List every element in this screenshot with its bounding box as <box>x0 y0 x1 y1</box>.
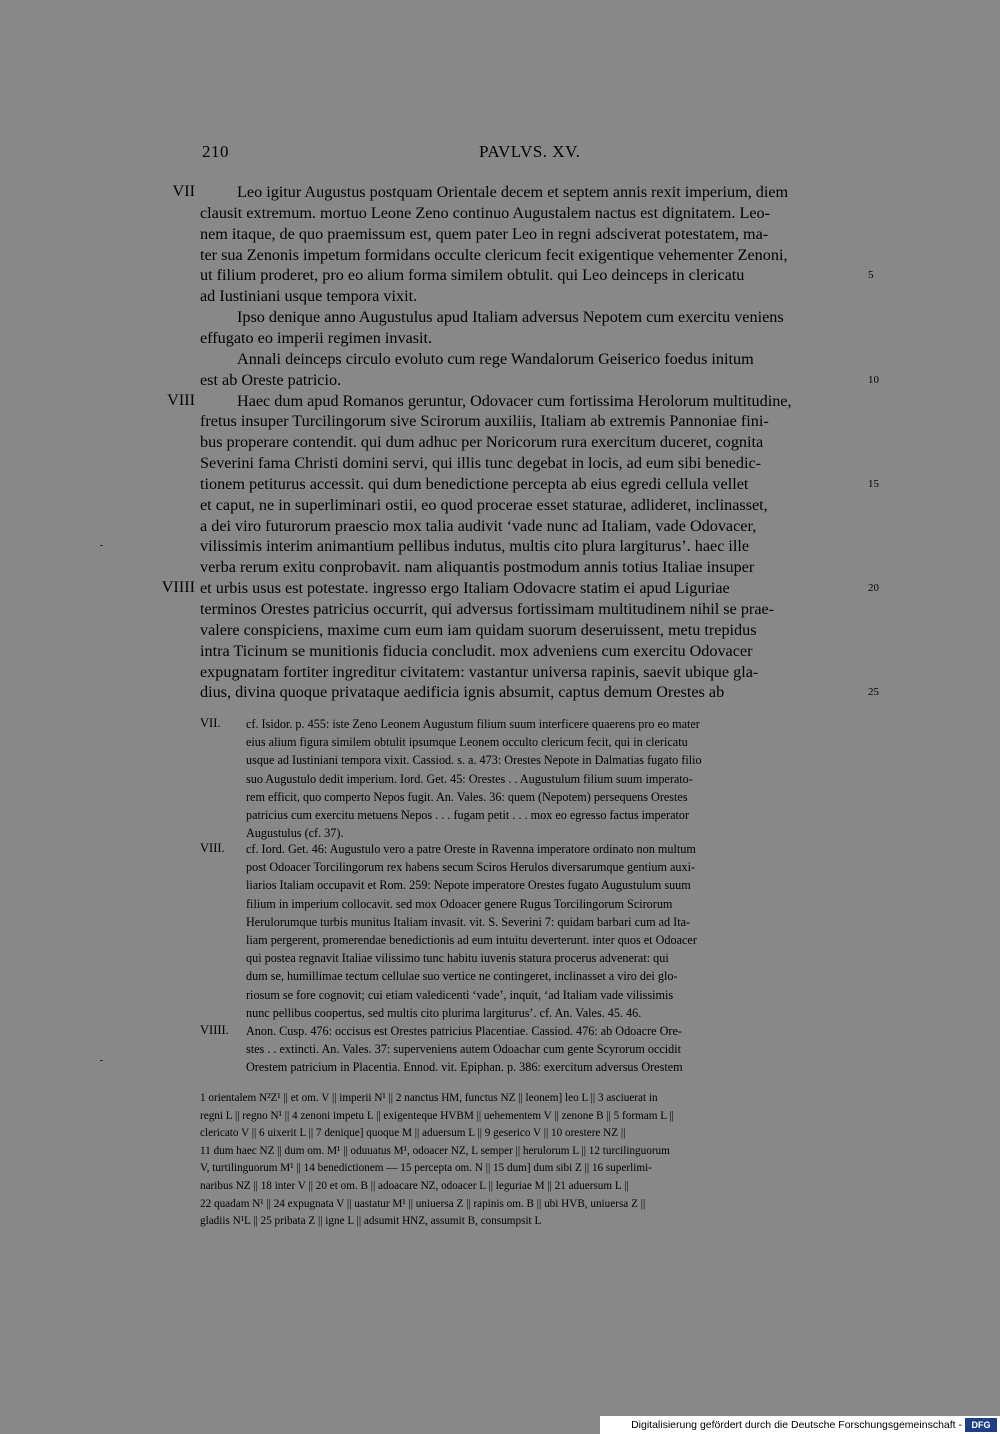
source-line: cf. Isidor. p. 455: iste Zeno Leonem Augustum filium suum interficere quaerens pro eo mater <box>246 717 700 731</box>
source-label: VIII. <box>200 841 225 855</box>
text-line: tionem petiturus accessit. qui dum benedictione percepta ab eius egredi cellula vellet <box>200 474 749 493</box>
dfg-logo: DFG <box>965 1418 997 1432</box>
source-line: qui postea regnavit Italiae vilissimo tunc habitu iuvenis statura procerus advenerat: qui <box>246 951 669 966</box>
source-line: suo Augustulo dedit imperium. Iord. Get. 45: Orestes . . Augustulum filium suum imperato- <box>246 771 693 786</box>
text-line: terminos Orestes patricius occurrit, qui adversus fortissimam multitudinem nihil se prae- <box>200 600 775 618</box>
text-line: Ipso denique anno Augustulus apud Italiam adversus Nepotem cum exercitu veniens <box>237 308 784 327</box>
section-number: VIIII <box>161 578 195 597</box>
text-line: expugnatam fortiter ingreditur civitatem: vastantur universa rapinis, saevit ubique gla- <box>200 662 759 681</box>
source-line: Herulorumque turbis munitus Italiam invasit. vit. S. Severini 7: quidam barbari cum ad Ita- <box>246 914 691 929</box>
source-line: liam pergerent, promerendae benedictionis ad eum intuitu deverterunt. inter quos et Odoacer <box>246 933 697 947</box>
margin-mark <box>100 1060 103 1061</box>
source-line: Anon. Cusp. 476: occisus est Orestes patricius Placentiae. Cassiod. 476: ab Odoacre Ore- <box>246 1024 682 1038</box>
text-line: verba rerum exitu conprobavit. nam aliquantis postmodum annis totius Italiae insuper <box>200 558 755 577</box>
source-line: post Odoacer Torcilingorum rex habens secum Sciros Herulos diversarumque gentium auxi- <box>246 860 696 875</box>
text-line: et urbis usus est potestate. ingresso ergo Italiam Odovacre statim ei apud Liguriae <box>200 579 730 598</box>
text-line: est ab Oreste patricio. <box>200 370 342 389</box>
line-number: 15 <box>868 477 879 490</box>
text-line: Haec dum apud Romanos geruntur, Odovacer cum fortissima Herolorum multitudine, <box>237 391 792 410</box>
section-number: VIII <box>167 390 195 409</box>
margin-mark <box>100 545 103 546</box>
text-line: fretus insuper Turcilingorum sive Scirorum auxiliis, Italiam ab extremis Pannoniae fini- <box>200 412 769 431</box>
text-line: ut filium proderet, pro eo alium forma similem obtulit. qui Leo deinceps in clericatu <box>200 266 745 285</box>
source-label: VIIII. <box>200 1023 229 1037</box>
source-line: dum se, humillimae tectum cellulae suo vertice ne contingeret, inclinasset a viro dei glo- <box>246 969 678 984</box>
source-line: rem efficit, quo comperto Nepos fugit. An. Vales. 36: quem (Nepotem) persequens Orestes <box>246 789 688 804</box>
source-line: filium in imperium collocavit. sed mox Odoacer genere Rugus Torcilingorum Scirorum <box>246 896 673 911</box>
text-line: intra Ticinum se munitionis fiducia concludit. mox adveniens cum exercitu Odovacer <box>200 641 753 660</box>
text-line: dius, divina quoque privataque aedificia ignis absumit, captus demum Orestes ab <box>200 683 725 702</box>
source-line: Orestem patricium in Placentia. Ennod. vit. Epiphan. p. 386: exercitum adversus Orestem <box>246 1060 683 1075</box>
footer-credit: Digitalisierung gefördert durch die Deutsche Forschungsgemeinschaft - <box>631 1419 962 1431</box>
text-line: ad Iustiniani usque tempora vixit. <box>200 287 418 306</box>
apparatus-line: 22 quadam N¹ || 24 expugnata V || uastatur M¹ || uniuersa Z || rapinis om. B || ubi HVB, uniuersa Z || <box>200 1197 646 1210</box>
apparatus-line: regni L || regno N¹ || 4 zenoni impetu L || exigenteque HVBM || uehementem V || zenone B || 5 formam L || <box>200 1109 674 1122</box>
line-number: 20 <box>868 582 879 595</box>
text-line: a dei viro futurorum praescio mox talia audivit ‘vade nunc ad Italiam, vade Odovacer, <box>200 516 757 535</box>
source-line: patricius cum exercitu metuens Nepos . . . fugam petit . . . mox eo egresso factus imperator <box>246 808 690 822</box>
source-line: riosum se fore cognovit; cui etiam valedicenti ‘vade’, inquit, ‘ad Italiam vade vilissimis <box>246 987 674 1002</box>
apparatus-line: gladiis N¹L || 25 pribata Z || igne L || adsumit HNZ, assumit B, consumpsit L <box>200 1215 542 1228</box>
source-line: liarios Italiam occupavit et Rom. 259: Nepote imperatore Orestes fugato Augustulum suum <box>246 878 691 893</box>
source-label: VII. <box>200 716 221 730</box>
source-line: Augustulus (cf. 37). <box>246 826 344 841</box>
section-number: VII <box>172 182 195 200</box>
text-line: Leo igitur Augustus postquam Orientale decem et septem annis rexit imperium, diem <box>237 183 789 201</box>
apparatus-line: V, turtilinguorum M¹ || 14 benedictionem — 15 percepta om. N || 15 dum] dum sibi Z || 16 superlimi- <box>200 1162 652 1175</box>
text-line: Severini fama Christi domini servi, qui illis tunc degebat in locis, ad eum sibi benedic- <box>200 454 762 473</box>
text-line: vilissimis interim animantium pellibus indutus, multis cito plura largiturus’. haec ille <box>200 537 750 556</box>
text-line: effugato eo imperii regimen invasit. <box>200 328 433 347</box>
apparatus-line: 11 dum haec NZ || dum om. M¹ || oduuatus M¹, odoacer NZ, L semper || herulorum L || 12 turcilinguorum <box>200 1144 670 1157</box>
source-line: usque ad Iustiniani tempora vixit. Cassiod. s. a. 473: Orestes Nepote in Dalmatias fugato filio <box>246 753 702 768</box>
running-title: PAVLVS. XV. <box>479 142 581 161</box>
text-line: Annali deinceps circulo evoluto cum rege Wandalorum Geiserico foedus initum <box>237 349 754 368</box>
line-number: 5 <box>868 269 874 282</box>
text-line: ter sua Zenonis impetum formidans occulte clericum fecit exigentique vehementer Zenoni, <box>200 245 788 264</box>
line-number: 25 <box>868 686 879 699</box>
apparatus-line: naribus NZ || 18 inter V || 20 et om. B || adoacare NZ, odoacer L || leguriae M || 21 aduersum L || <box>200 1180 629 1192</box>
apparatus-line: 1 orientalem N²Z¹ || et om. V || imperii N¹ || 2 nanctus HM, functus NZ || leonem] leo L || 3 asciuerat in <box>200 1092 658 1104</box>
line-number: 10 <box>868 373 879 386</box>
digitization-footer <box>600 1416 1000 1434</box>
source-line: stes . . extincti. An. Vales. 37: superveniens autem Odoachar cum gente Scyrorum occidit <box>246 1042 682 1057</box>
page-number: 210 <box>202 142 229 161</box>
text-line: valere conspiciens, maxime cum eum iam quidam suorum deseruissent, metu trepidus <box>200 620 757 639</box>
text-line: nem itaque, de quo praemissum est, quem pater Leo in regni adsciverat potestatem, ma- <box>200 224 769 243</box>
source-line: cf. Iord. Get. 46: Augustulo vero a patre Oreste in Ravenna imperatore ordinato non multum <box>246 842 696 856</box>
source-line: eius alium figura similem obtulit ipsumque Leonem occulto clericum fecit, qui in clericatu <box>246 735 688 750</box>
text-line: bus properare contendit. qui dum adhuc per Noricorum rura exercitum duceret, cognita <box>200 433 764 452</box>
source-line: nunc pellibus coopertus, sed multis cito plurima largiturus’. cf. An. Vales. 45. 46. <box>246 1005 642 1020</box>
text-line: et caput, ne in superliminari ostii, eo quod procerae esset staturae, adlideret, inclinasset, <box>200 495 768 514</box>
apparatus-line: clericato V || 6 uixerit L || 7 denique] quoque M || aduersum L || 9 geserico V || 10 orestere NZ || <box>200 1127 626 1140</box>
text-line: clausit extremum. mortuo Leone Zeno continuo Augustalem nactus est dignitatem. Leo- <box>200 203 771 222</box>
